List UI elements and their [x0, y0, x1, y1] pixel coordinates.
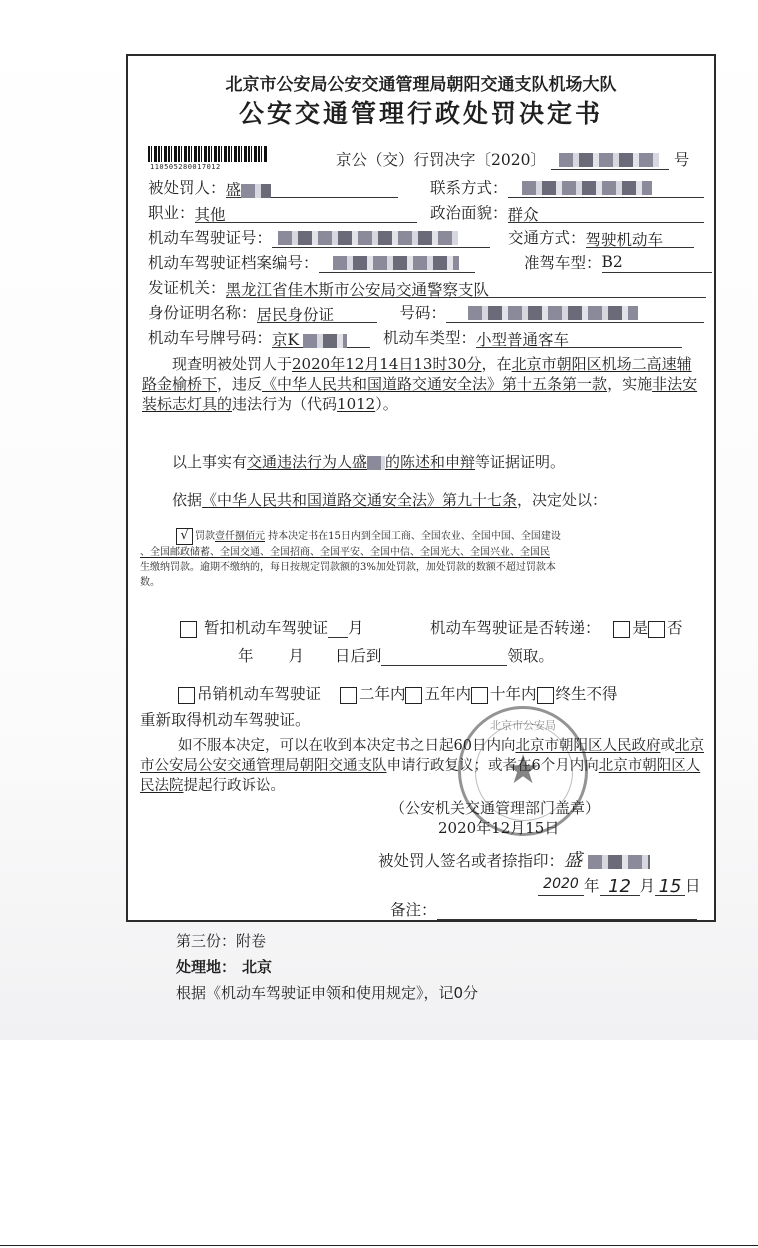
evidence-subject: 交通违法行为人盛 — [247, 453, 368, 471]
basis-text: 依据 — [172, 491, 203, 509]
evidence-subject: 的陈述和申辩 — [385, 453, 476, 471]
revoke-row — [178, 682, 618, 704]
facts-text: ，实施 — [607, 375, 653, 393]
return-month-unit: 月 — [288, 647, 304, 665]
return-place-blank — [381, 649, 507, 666]
fine-text: 罚款 — [195, 531, 215, 542]
issuing-agency: 北京市公安局公安交通管理局朝阳交通支队机场大队 — [225, 75, 617, 95]
suspend-return-row — [238, 644, 554, 666]
fine-text: 持本决定书在15日内到全国工商、全国农业、全国中国、全国建设 — [265, 531, 561, 542]
facts-text: 现查明被处罚人于 — [172, 355, 293, 373]
issuer-row — [148, 276, 706, 298]
suspend-checkbox[interactable] — [180, 621, 197, 638]
fine-line-3: 生缴纳罚款。逾期不缴纳的，每日按规定罚款额的3%加处罚款，加处罚款的数额不超过罚款本 — [140, 562, 556, 573]
suspend-month-unit: 月 — [347, 619, 364, 637]
revoke-5y-label: 五年内 — [424, 685, 471, 703]
redacted-block — [367, 456, 385, 470]
issuer-value: 黑龙江省佳木斯市公安局交通警察支队 — [225, 281, 490, 299]
license-number-label: 机动车驾驶证号： — [148, 229, 273, 247]
id-type-value: 居民身份证 — [256, 306, 335, 324]
license-number-row — [148, 226, 490, 248]
signature-month: 12 — [600, 876, 640, 896]
signature-month-unit: 月 — [639, 877, 656, 895]
redacted-block — [522, 181, 652, 195]
political-row — [430, 201, 704, 223]
occupation-value: 其他 — [194, 206, 226, 224]
remark-row — [390, 898, 697, 920]
revoke-5y-checkbox[interactable] — [405, 687, 422, 704]
plate-label: 机动车号牌号码： — [148, 329, 273, 347]
fine-line-1 — [140, 528, 706, 545]
signature-date-row — [538, 874, 701, 896]
remark-field — [437, 905, 697, 920]
fine-line-4: 数。 — [140, 577, 160, 588]
transfer-row — [430, 616, 682, 638]
id-row — [148, 301, 704, 323]
offender-row — [148, 176, 398, 198]
traffic-mode-field — [586, 228, 694, 248]
id-number-field — [446, 303, 704, 323]
doc-number-prefix: 京公（交）行罚决字〔2020〕 — [336, 151, 546, 169]
plate-field — [272, 328, 370, 348]
redacted-block — [588, 855, 650, 869]
occupation-label: 职业： — [148, 204, 195, 222]
suspend-month-blank — [328, 621, 348, 638]
revoke-label: 吊销机动车驾驶证 — [197, 685, 322, 703]
seal-text: 北京市公安局 — [490, 719, 556, 732]
issuer-field — [226, 278, 706, 298]
redacted-block — [303, 334, 347, 348]
traffic-mode-value: 驾驶机动车 — [585, 231, 664, 249]
violation-time: 2020年12月14日13时30分 — [292, 355, 482, 373]
redacted-block — [468, 306, 638, 320]
return-text: 领取。 — [507, 647, 554, 665]
document-number — [336, 148, 689, 170]
fine-checkbox[interactable]: √ — [176, 528, 193, 545]
occupation-row — [148, 201, 417, 223]
signature-handwriting: 盛 — [564, 850, 583, 871]
copy-designation: 第三份：附卷 — [176, 932, 267, 950]
political-value: 群众 — [507, 206, 539, 224]
redacted-block — [333, 256, 459, 270]
id-type-field — [257, 303, 377, 323]
seal-star-icon: ★ — [505, 747, 541, 793]
issue-date: 2020年12月15日 — [438, 819, 560, 837]
appeal-government: 民政府 — [616, 738, 661, 754]
seal-note: （公安机关交通管理部门盖章） — [390, 799, 601, 817]
signature-year: 2020 — [538, 876, 584, 896]
return-text: 日后到 — [334, 647, 382, 665]
basis-law: 《中华人民共和国道路交通安全法》第九十七条 — [202, 491, 518, 509]
transfer-no-label: 否 — [666, 619, 683, 637]
facts-paragraph — [142, 354, 702, 414]
license-number-field — [272, 228, 490, 248]
facts-text: 违法行为（代码 — [232, 395, 338, 413]
redacted-block — [241, 184, 271, 198]
transfer-yes-checkbox[interactable] — [613, 621, 630, 638]
political-label: 政治面貌： — [430, 204, 508, 222]
appeal-text: 在6个月内向 — [517, 758, 599, 774]
evidence-line — [172, 452, 565, 472]
offender-label: 被处罚人： — [148, 179, 226, 197]
legal-basis-line — [172, 490, 607, 510]
fine-block — [140, 528, 706, 590]
appeal-bureau: 北京市公安局公安交通管理局朝阳交通支队 — [140, 738, 704, 774]
violation-behavior: 非法安装标志灯具的 — [142, 375, 698, 413]
transfer-no-checkbox[interactable] — [648, 621, 665, 638]
document-title: 公安交通管理行政处罚决定书 — [238, 99, 603, 128]
revoke-2y-label: 二年内 — [358, 685, 406, 703]
points-rule: 根据《机动车驾驶证申领和使用规定》，记0分 — [176, 984, 479, 1002]
revoke-line-2: 重新取得机动车驾驶证。 — [140, 711, 311, 729]
facts-text: ，在 — [481, 355, 512, 373]
violation-place: 高速辅路金榆桥下 — [142, 355, 692, 393]
signature-row — [378, 846, 650, 872]
signature-year-unit: 年 — [584, 877, 600, 895]
offender-field — [226, 178, 398, 198]
political-field — [508, 203, 704, 223]
redacted-block — [278, 231, 458, 245]
revoke-life-label: 终生不得 — [555, 685, 618, 703]
appeal-text: 如不服本决定，可以在收到本决定书之日起60日内向 — [178, 738, 516, 754]
plate-row — [148, 326, 682, 348]
contact-label: 联系方式： — [430, 179, 508, 197]
facts-text: ）。 — [375, 395, 398, 413]
signature-day: 15 — [655, 876, 685, 896]
archive-number-label: 机动车驾驶证档案编号： — [148, 254, 319, 272]
vehicle-type-label: 机动车类型： — [382, 329, 476, 347]
evidence-text: 等证据证明。 — [475, 453, 566, 471]
appeal-text: 提起行政诉讼。 — [183, 778, 285, 794]
transfer-yes-label: 是 — [632, 619, 648, 637]
plate-value: 京K — [272, 331, 300, 349]
vehicle-class-row — [524, 251, 712, 273]
appeal-court: 北京市朝阳区人民法院 — [140, 758, 701, 794]
transfer-label: 机动车驾驶证是否转递： — [430, 619, 601, 637]
processing-place-label: 处理地： — [176, 958, 237, 976]
barcode-number: 110505280017012 — [150, 163, 221, 171]
appeal-text: 或 — [660, 738, 675, 754]
fine-line-2: 、全国邮政储蓄、全国交通、全国招商、全国平安、全国中信、全国光大、全国兴业、全国民 — [140, 547, 550, 558]
revoke-2y-checkbox[interactable] — [340, 687, 357, 704]
penalty-decision-form — [126, 54, 716, 922]
vehicle-class-label: 准驾车型： — [524, 254, 602, 272]
basis-text: ，决定处以： — [517, 491, 608, 509]
violation-place: 北京市朝阳区机场二 — [511, 355, 647, 373]
traffic-mode-label: 交通方式： — [508, 229, 586, 247]
appeal-text: 申请行政复议；或者 — [386, 758, 517, 774]
vehicle-class-field — [602, 253, 712, 273]
traffic-mode-row — [508, 226, 694, 248]
return-year-unit: 年 — [238, 647, 254, 665]
evidence-text: 以上事实有 — [172, 453, 248, 471]
archive-number-row — [148, 251, 475, 273]
id-type-label: 身份证明名称： — [148, 304, 257, 322]
offender-value: 盛 — [225, 181, 242, 199]
revoke-checkbox[interactable] — [178, 687, 195, 704]
barcode — [148, 146, 268, 162]
issuer-label: 发证机关： — [148, 279, 226, 297]
violated-law: 《中华人民共和国道路交通安全法》第十五条第 — [262, 375, 578, 393]
processing-place-value: 北京 — [242, 958, 273, 976]
remark-label: 备注： — [390, 901, 437, 919]
suspend-row — [180, 616, 363, 638]
occupation-field — [195, 203, 417, 223]
page-bottom-border — [0, 1245, 758, 1246]
revoke-10y-checkbox[interactable] — [471, 687, 488, 704]
archive-number-field — [319, 253, 475, 273]
vehicle-type-field — [476, 328, 682, 348]
doc-number-suffix: 号 — [673, 151, 690, 169]
id-number-label: 号码： — [399, 304, 446, 322]
appeal-paragraph — [140, 736, 708, 796]
revoke-life-checkbox[interactable] — [537, 687, 554, 704]
violated-law: 一款 — [577, 375, 608, 393]
redacted-block — [559, 153, 659, 167]
violation-code: 1012 — [337, 395, 376, 413]
facts-text: ，违反 — [217, 375, 263, 393]
processing-place — [176, 956, 272, 977]
contact-field — [508, 178, 704, 198]
fine-amount: 壹仟捌佰元 — [215, 531, 265, 542]
signature-day-unit: 日 — [685, 877, 701, 895]
revoke-10y-label: 十年内 — [489, 685, 537, 703]
suspend-label: 暂扣机动车驾驶证 — [203, 619, 328, 637]
vehicle-type-value: 小型普通客车 — [475, 331, 569, 349]
doc-number-blank — [551, 150, 669, 170]
vehicle-class-value: B2 — [601, 253, 623, 271]
appeal-government: 北京市朝阳区人 — [515, 738, 617, 754]
contact-row — [430, 176, 704, 198]
signature-label: 被处罚人签名或者捺指印： — [378, 852, 565, 870]
